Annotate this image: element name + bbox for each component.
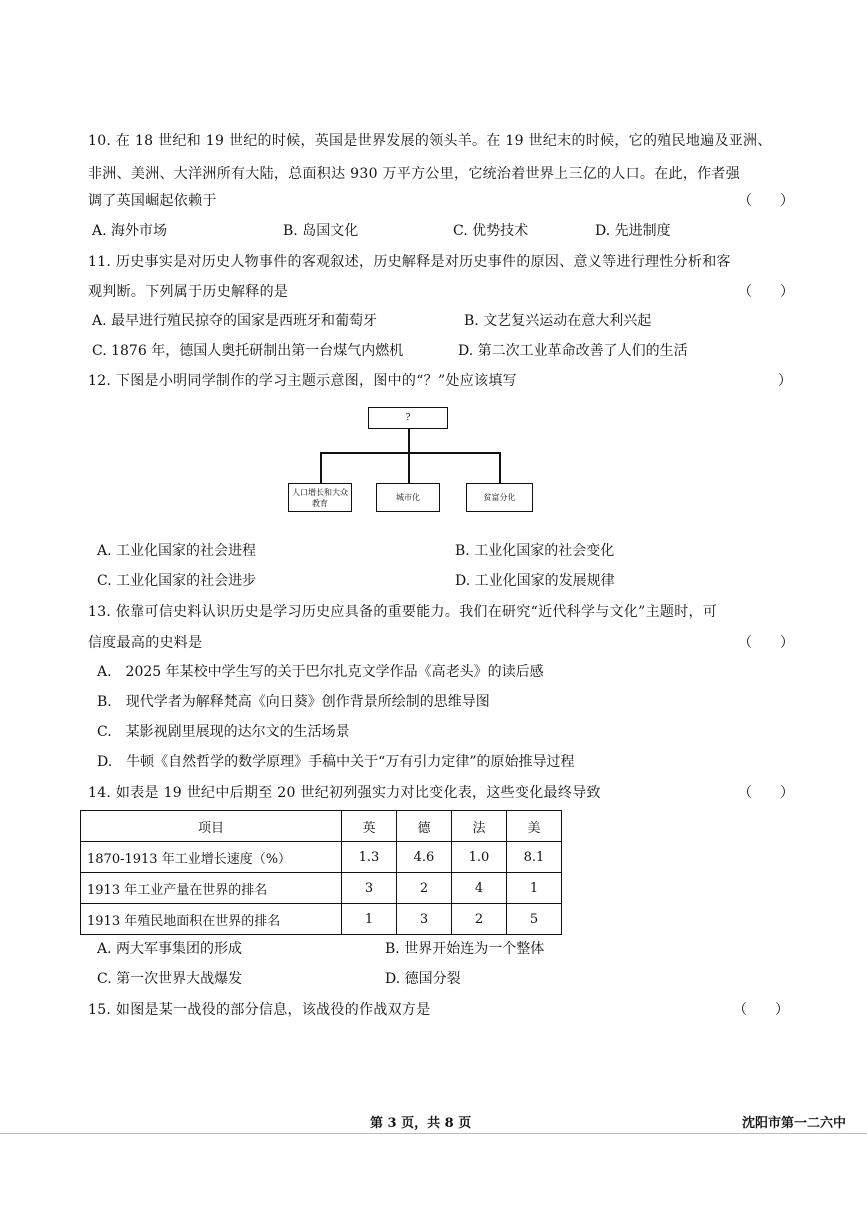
q14-line-1: 14. 如表是 19 世纪中后期至 20 世纪初列强实力对比变化表，这些变化最终导致 — [88, 785, 601, 801]
table-cell: 1.3 — [342, 842, 397, 873]
q11-line-1: 11. 历史事实是对历史人物事件的客观叙述，历史解释是对历史事件的原因、意义等进行理性分析和客 — [88, 254, 731, 270]
diagram-connector-horizontal — [320, 452, 500, 454]
q11-option-b: B. 文艺复兴运动在意大利兴起 — [464, 313, 652, 329]
diagram-child-wealth-gap: 贫富分化 — [466, 483, 533, 512]
q12-option-c: C. 工业化国家的社会进步 — [97, 573, 257, 589]
table-header-cell: 德 — [397, 811, 452, 842]
q14-answer-paren: （ ） — [738, 785, 794, 801]
q13-line-1: 13. 依靠可信史料认识历史是学习历史应具备的重要能力。我们在研究“近代科学与文化”主题时，可 — [88, 604, 718, 620]
q13-option-c: C. 某影视剧里展现的达尔文的生活场景 — [97, 724, 350, 740]
footer-divider — [0, 1133, 867, 1134]
table-cell: 8.1 — [507, 842, 562, 873]
diagram-child-urbanization: 城市化 — [376, 483, 440, 512]
diagram-top-box: ? — [368, 407, 448, 429]
q10-option-c: C. 优势技术 — [453, 223, 529, 239]
q10-option-a: A. 海外市场 — [92, 223, 168, 239]
table-header-row — [81, 811, 562, 842]
table-row — [81, 842, 562, 873]
q13-option-d: D. 牛顿《自然哲学的数学原理》手稿中关于“万有引力定律”的原始推导过程 — [97, 754, 575, 770]
q12-answer-paren: ） — [778, 373, 792, 389]
q15-answer-paren: （ ） — [733, 1002, 789, 1018]
q11-option-a: A. 最早进行殖民掠夺的国家是西班牙和葡萄牙 — [92, 313, 378, 329]
power-comparison-table — [80, 810, 562, 935]
table-cell: 4 — [452, 873, 507, 904]
school-name: 沈阳市第一二六中 — [742, 1116, 847, 1131]
table-cell: 5 — [507, 904, 562, 935]
q13-line-2: 信度最高的史料是 — [88, 635, 203, 651]
table-header-cell: 项目 — [81, 811, 342, 842]
q11-line-2: 观判断。下列属于历史解释的是 — [88, 284, 289, 300]
q12-option-b: B. 工业化国家的社会变化 — [455, 543, 615, 559]
q11-answer-paren: （ ） — [738, 284, 794, 300]
diagram-connector-left — [320, 452, 322, 483]
table-row — [81, 904, 562, 935]
q13-answer-paren: （ ） — [738, 635, 794, 651]
q12-option-a: A. 工业化国家的社会进程 — [97, 543, 257, 559]
table-header-cell: 英 — [342, 811, 397, 842]
q10-line-2: 非洲、美洲、大洋洲所有大陆，总面积达 930 万平方公里，它统治着世界上三亿的人口。在此，作者强 — [88, 166, 741, 182]
page-number: 第 3 页，共 8 页 — [370, 1116, 472, 1131]
table-cell: 1870-1913 年工业增长速度（%） — [81, 842, 342, 873]
q14-option-c: C. 第一次世界大战爆发 — [97, 971, 243, 987]
diagram-child-population: 人口增长和大众教育 — [288, 483, 352, 512]
q12-line-1: 12. 下图是小明同学制作的学习主题示意图，图中的“？”处应该填写 — [88, 373, 517, 389]
table-cell: 4.6 — [397, 842, 452, 873]
q15-line-1: 15. 如图是某一战役的部分信息，该战役的作战双方是 — [88, 1002, 431, 1018]
table-cell: 3 — [397, 904, 452, 935]
q14-option-d: D. 德国分裂 — [385, 971, 461, 987]
q14-option-b: B. 世界开始连为一个整体 — [385, 941, 545, 957]
q14-option-a: A. 两大军事集团的形成 — [97, 941, 243, 957]
table-cell: 1 — [342, 904, 397, 935]
q10-option-b: B. 岛国文化 — [283, 223, 359, 239]
q12-option-d: D. 工业化国家的发展规律 — [455, 573, 615, 589]
q13-option-a: A. 2025 年某校中学生写的关于巴尔扎克文学作品《高老头》的读后感 — [97, 664, 544, 680]
q11-option-c: C. 1876 年，德国人奥托研制出第一台煤气内燃机 — [92, 343, 404, 359]
diagram-connector-right — [499, 452, 501, 483]
table-cell: 2 — [452, 904, 507, 935]
q10-answer-paren: （ ） — [738, 193, 794, 209]
table-cell: 1 — [507, 873, 562, 904]
table-cell: 1913 年工业产量在世界的排名 — [81, 873, 342, 904]
q13-option-b: B. 现代学者为解释梵高《向日葵》创作背景所绘制的思维导图 — [97, 694, 490, 710]
diagram-connector-vertical — [408, 429, 410, 453]
q10-line-3: 调了英国崛起依赖于 — [88, 193, 217, 209]
table-header-cell: 美 — [507, 811, 562, 842]
table-cell: 1.0 — [452, 842, 507, 873]
q11-option-d: D. 第二次工业革命改善了人们的生活 — [458, 343, 688, 359]
table-header-cell: 法 — [452, 811, 507, 842]
table-cell: 3 — [342, 873, 397, 904]
table-row — [81, 873, 562, 904]
q10-option-d: D. 先进制度 — [595, 223, 671, 239]
diagram-connector-middle — [408, 452, 410, 483]
table-cell: 2 — [397, 873, 452, 904]
q10-line-1: 10. 在 18 世纪和 19 世纪的时候，英国是世界发展的领头羊。在 19 世纪末的时候，它的殖民地遍及亚洲、 — [88, 133, 772, 149]
table-cell: 1913 年殖民地面积在世界的排名 — [81, 904, 342, 935]
